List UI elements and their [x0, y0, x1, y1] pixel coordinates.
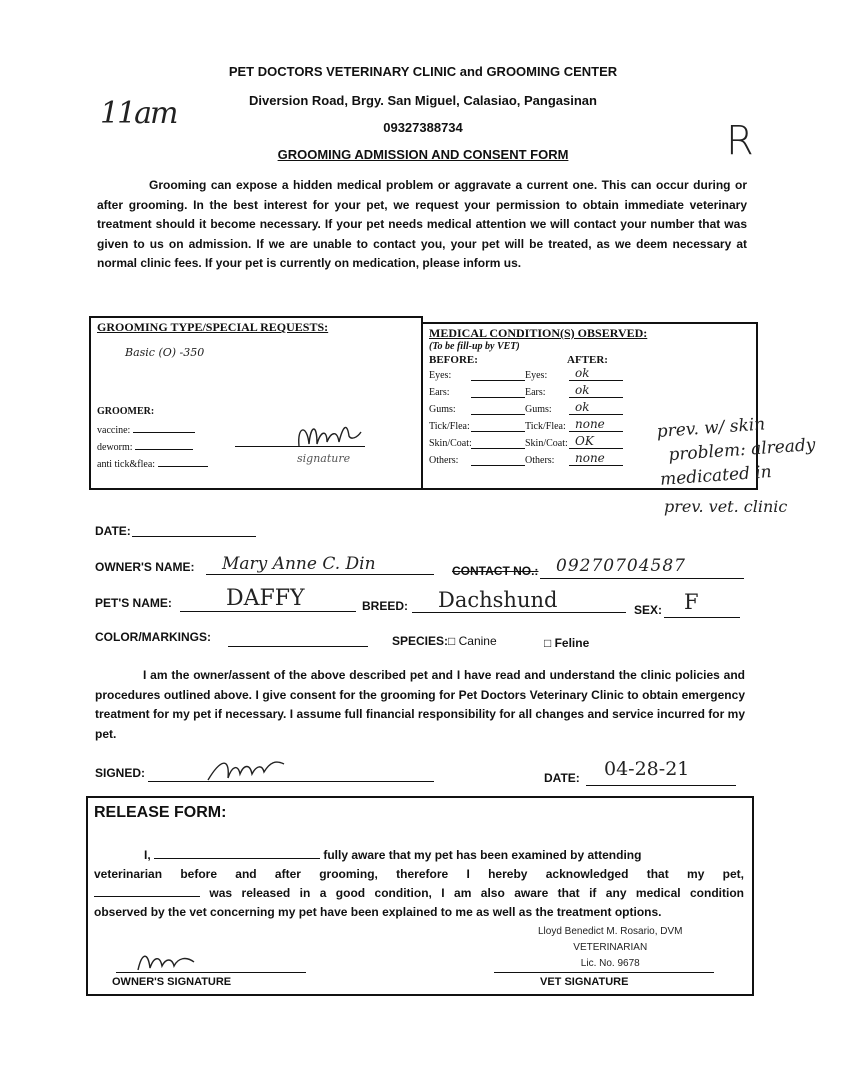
contact-label: CONTACT NO.:	[452, 564, 539, 578]
grooming-box	[89, 316, 423, 490]
medical-box-title: MEDICAL CONDITION(S) OBSERVED:	[429, 326, 648, 340]
date-label-top: DATE:	[95, 524, 131, 538]
consent-paragraph: I am the owner/assent of the above described pet and I have read and understand the clinic policies and procedures outlined above. I give consent for the grooming for Pet Doctors Veterinary Clinic to obtain emergency treatment for my pet if necessary. I assume full financial responsibility for all changes and service incurred for my pet.	[95, 668, 745, 741]
vet-lic: Lic. No. 9678	[580, 958, 640, 969]
groomer-label: GROOMER:	[97, 406, 155, 417]
signed-label: SIGNED:	[95, 766, 146, 780]
clinic-address: Diversion Road, Brgy. San Miguel, Calasiao, Pangasinan	[249, 93, 597, 108]
before-field[interactable]	[471, 387, 525, 398]
breed-label: BREED:	[362, 599, 409, 613]
after-row-label: Others:	[525, 455, 555, 466]
release-line4: observed by the vet concerning my pet have been explained to me as well as the treatment options.	[94, 905, 662, 919]
owner-signature	[200, 752, 290, 786]
after-value: OK	[575, 434, 594, 448]
vet-signature-line[interactable]	[494, 972, 714, 973]
time-note: 11am	[100, 96, 177, 131]
after-value: none	[575, 417, 605, 431]
groomer-signature	[287, 416, 367, 456]
medical-row	[429, 383, 749, 398]
signature-caption: signature	[297, 452, 351, 465]
pet-name-value: DAFFY	[226, 586, 305, 611]
before-row-label: Tick/Flea:	[429, 421, 470, 432]
release-paragraph	[94, 846, 744, 922]
after-row-label: Ears:	[525, 387, 546, 398]
medical-row	[429, 400, 749, 415]
side-note-line: prev. w/ skin	[656, 414, 766, 442]
side-note-line: prev. vet. clinic	[664, 497, 788, 516]
feline-group	[544, 636, 589, 650]
vet-side-note	[656, 409, 818, 492]
release-line	[94, 846, 744, 865]
release-line1: fully aware that my pet has been examined by attending	[323, 848, 642, 862]
deworm-field[interactable]	[135, 439, 193, 450]
species-group	[392, 634, 497, 648]
vaccine-row	[97, 422, 195, 436]
owner-name-label: OWNER'S NAME:	[95, 560, 195, 574]
pet-name-field[interactable]	[180, 611, 356, 612]
canine-checkbox[interactable]: □	[448, 634, 456, 648]
before-field[interactable]	[471, 421, 525, 432]
owner-name-value: Mary Anne C. Din	[222, 554, 376, 574]
form-title: GROOMING ADMISSION AND CONSENT FORM	[277, 147, 569, 162]
breed-field[interactable]	[412, 612, 626, 613]
release-line	[94, 884, 744, 903]
species-label: SPECIES:	[392, 634, 449, 648]
feline-label: Feline	[554, 636, 590, 650]
release-line3: was released in a good condition, I am also aware that if any medical condition	[209, 886, 744, 900]
after-label: AFTER:	[567, 354, 608, 366]
before-row-label: Gums:	[429, 404, 456, 415]
before-field[interactable]	[471, 455, 525, 466]
signed-date-label: DATE:	[544, 771, 580, 785]
intro-paragraph: Grooming can expose a hidden medical problem or aggravate a current one. This can occur during or after grooming. In the best interest for your pet, we request your permission to obtain immediate veterinary treatment should it become necessary. If your pet needs medical attention we will contact your number that was given to us on admission. If we are unable to contact you, your pet will be treated, as we deem necessary at normal clinic fees. If your pet is currently on medication, please inform us.	[97, 178, 747, 270]
margin-letter: R	[726, 118, 754, 164]
color-field[interactable]	[228, 646, 368, 647]
after-value: none	[575, 451, 605, 465]
contact-field[interactable]	[540, 578, 744, 579]
release-form-box	[86, 796, 754, 996]
deworm-label: deworm:	[97, 442, 133, 453]
release-owner-field[interactable]	[154, 848, 320, 859]
signed-date-field[interactable]	[586, 785, 736, 786]
clinic-name: PET DOCTORS VETERINARY CLINIC and GROOMING CENTER	[228, 64, 618, 79]
before-row-label: Others:	[429, 455, 459, 466]
owner-signature-label: OWNER'S SIGNATURE	[112, 976, 232, 988]
feline-checkbox[interactable]: □	[544, 636, 552, 650]
medical-row	[429, 366, 749, 381]
sex-value: F	[684, 590, 699, 614]
after-row-label: Gums:	[525, 404, 552, 415]
vet-title: VETERINARIAN	[573, 942, 648, 953]
color-label: COLOR/MARKINGS:	[95, 630, 211, 644]
date-field-top[interactable]	[132, 536, 256, 537]
release-i: I,	[144, 848, 151, 862]
release-pet-field[interactable]	[94, 886, 200, 897]
after-value: ok	[575, 366, 590, 380]
clinic-phone: 09327388734	[383, 120, 463, 135]
before-row-label: Ears:	[429, 387, 450, 398]
owner-name-field[interactable]	[206, 574, 434, 575]
after-value: ok	[575, 400, 590, 414]
sex-label: SEX:	[634, 603, 663, 617]
side-note-line: medicated in	[659, 462, 773, 490]
owner-release-signature	[132, 946, 202, 974]
vet-stamp	[538, 924, 683, 972]
after-row-label: Eyes:	[525, 370, 548, 381]
anti-tick-label: anti tick&flea:	[97, 459, 156, 470]
release-line2: veterinarian before and after grooming, therefore I hereby acknowledged that my pet,	[94, 867, 744, 881]
anti-tick-field[interactable]	[158, 456, 208, 467]
before-field[interactable]	[471, 404, 525, 415]
owner-signature-line[interactable]	[116, 972, 306, 973]
vaccine-field[interactable]	[133, 422, 195, 433]
breed-value: Dachshund	[438, 588, 558, 612]
after-value: ok	[575, 383, 590, 397]
vet-name: Lloyd Benedict M. Rosario, DVM	[538, 926, 683, 937]
grooming-request: Basic (O) -350	[125, 346, 205, 359]
deworm-row	[97, 439, 193, 453]
medical-box-subtitle: (To be fill-up by VET)	[429, 341, 520, 352]
before-field[interactable]	[471, 438, 525, 449]
release-form-title: RELEASE FORM:	[94, 804, 227, 821]
vet-signature-label: VET SIGNATURE	[540, 976, 629, 988]
before-field[interactable]	[471, 370, 525, 381]
vaccine-label: vaccine:	[97, 425, 131, 436]
pet-name-label: PET'S NAME:	[95, 596, 172, 610]
before-label: BEFORE:	[429, 354, 478, 366]
owner-signed-line[interactable]	[148, 781, 434, 782]
before-row-label: Eyes:	[429, 370, 452, 381]
side-note-line: problem: already	[667, 434, 817, 466]
grooming-box-title: GROOMING TYPE/SPECIAL REQUESTS:	[97, 320, 329, 334]
anti-tick-row	[97, 456, 208, 470]
sex-field[interactable]	[664, 617, 740, 618]
after-row-label: Skin/Coat:	[525, 438, 568, 449]
signed-date-value: 04-28-21	[604, 758, 690, 780]
after-row-label: Tick/Flea:	[525, 421, 566, 432]
contact-value: 09270704587	[556, 556, 686, 576]
canine-label: Canine	[458, 634, 497, 648]
before-row-label: Skin/Coat:	[429, 438, 472, 449]
